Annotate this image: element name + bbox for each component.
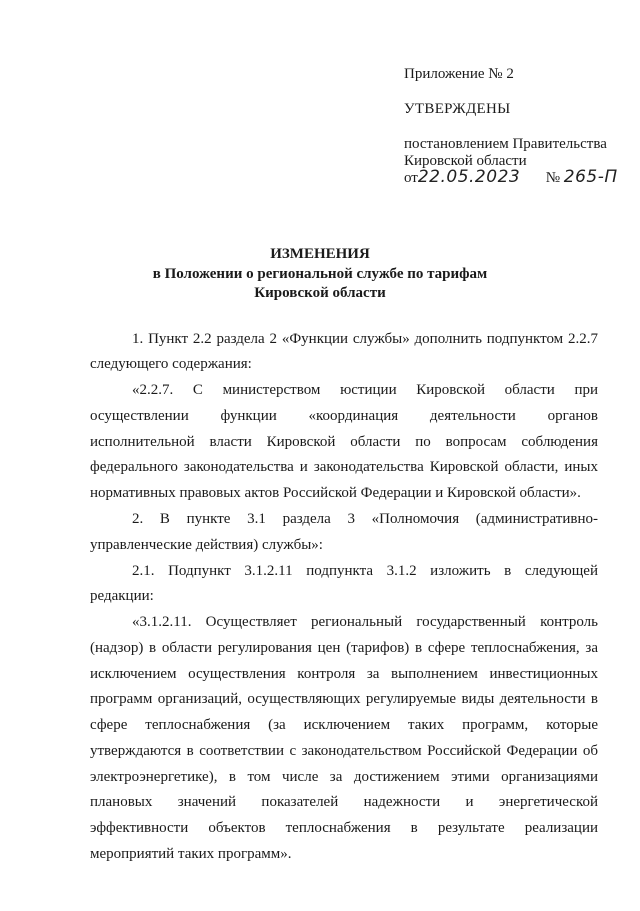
paragraph-4-line-2: редакции: (90, 588, 154, 604)
paragraph-5-line-10: мероприятий таких программ». (90, 846, 292, 862)
paragraph-5-line-3: исключением осуществления контроля за выполнением инвестиционных (90, 666, 598, 682)
paragraph-5-line-7: электроэнергетике), в том числе за достижением этими организациями (90, 769, 598, 785)
paragraph-5-line-4: программ организаций, осуществляющих регулируемые виды деятельности в (90, 691, 598, 707)
paragraph-2-line-4: федерального законодательства и законодательства Кировской области, иных (90, 459, 598, 475)
resolution-line-2: Кировской области (404, 153, 527, 169)
date-prefix: от (404, 170, 418, 186)
paragraph-2-line-3: исполнительной власти Кировской области по вопросам соблюдения (90, 434, 598, 450)
paragraph-2-line-1: «2.2.7. С министерством юстиции Кировской области при (132, 382, 598, 398)
paragraph-3-line-2: управленческие действия) службы»: (90, 537, 323, 553)
resolution-line-1: постановлением Правительства (404, 136, 607, 152)
handwritten-date: 22.05.2023 (417, 167, 521, 187)
appendix-label: Приложение № 2 (404, 66, 514, 82)
number-prefix: № (545, 170, 561, 186)
paragraph-5-line-8: плановых значений показателей надежности и энергетической (90, 794, 598, 810)
approved-label: УТВЕРЖДЕНЫ (404, 101, 511, 117)
paragraph-5-line-1: «3.1.2.11. Осуществляет региональный государственный контроль (132, 614, 598, 630)
paragraph-4-line-1: 2.1. Подпункт 3.1.2.11 подпункта 3.1.2 изложить в следующей (132, 563, 598, 579)
paragraph-5-line-9: эффективности объектов теплоснабжения в результате реализации (90, 820, 598, 836)
paragraph-2-line-5: нормативных правовых актов Российской Федерации и Кировской области». (90, 485, 581, 501)
paragraph-3-line-1: 2. В пункте 3.1 раздела 3 «Полномочия (административно- (132, 511, 598, 527)
document-subtitle-1: в Положении о региональной службе по тарифам (152, 266, 488, 282)
paragraph-5-line-5: сфере теплоснабжения (за исключением таких программ, которые (90, 717, 598, 733)
handwritten-number: 265-П (563, 167, 618, 187)
paragraph-5-line-6: утверждаются в соответствии с законодательством Российской Федерации об (90, 743, 598, 759)
paragraph-2-line-2: осуществлении функции «координация деятельности органов (90, 408, 598, 424)
paragraph-1-line-2: следующего содержания: (90, 356, 252, 372)
resolution-date-line (404, 168, 618, 187)
document-subtitle-2: Кировской области (254, 285, 386, 301)
document-title: ИЗМЕНЕНИЯ (270, 246, 370, 262)
paragraph-1-line-1: 1. Пункт 2.2 раздела 2 «Функции службы» дополнить подпунктом 2.2.7 (132, 331, 598, 347)
paragraph-5-line-2: (надзор) в области регулирования цен (тарифов) в сфере теплоснабжения, за (90, 640, 598, 656)
